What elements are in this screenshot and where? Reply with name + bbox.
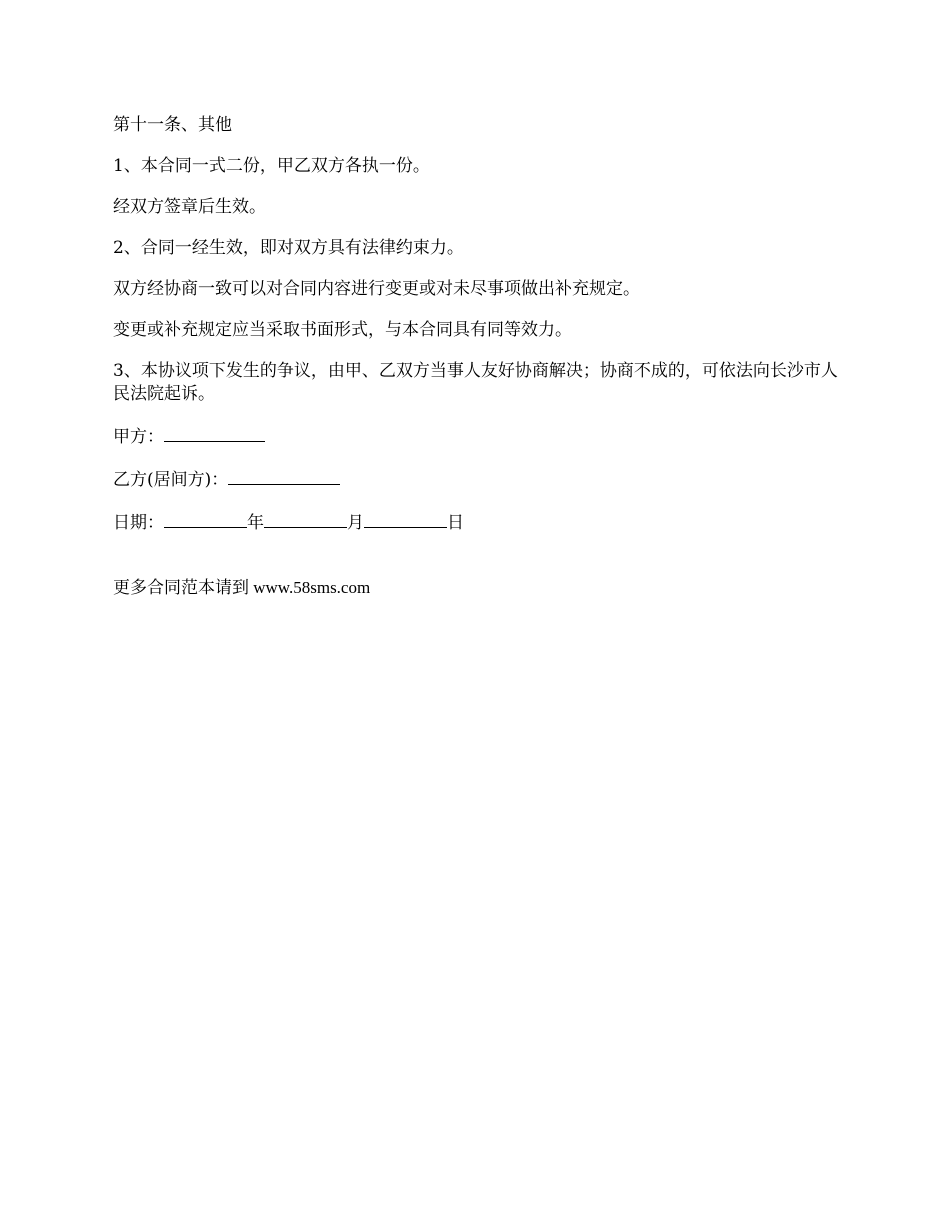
year-label: 年: [247, 513, 264, 533]
party-a-blank[interactable]: [164, 424, 265, 442]
paragraph-4: 双方经协商一致可以对合同内容进行变更或对未尽事项做出补充规定。: [113, 279, 640, 299]
month-blank[interactable]: [264, 510, 347, 528]
party-a-label: 甲方：: [113, 427, 164, 447]
section-heading: 第十一条、其他: [113, 115, 232, 135]
paragraph-3: 2、合同一经生效，即对双方具有法律约束力。: [113, 238, 464, 258]
paragraph-1: 1、本合同一式二份，甲乙双方各执一份。: [113, 156, 430, 176]
party-a-signature-line: [113, 424, 838, 449]
party-b-blank[interactable]: [228, 467, 340, 485]
date-line: [113, 510, 838, 535]
day-label: 日: [447, 513, 464, 533]
paragraph-2: 经双方签章后生效。: [113, 197, 266, 217]
date-label: 日期：: [113, 513, 164, 533]
year-blank[interactable]: [164, 510, 247, 528]
paragraph-5: 变更或补充规定应当采取书面形式，与本合同具有同等效力。: [113, 320, 572, 340]
paragraph-6: 3、本协议项下发生的争议，由甲、乙双方当事人友好协商解决；协商不成的，可依法向长沙市人民法院起诉。: [113, 361, 838, 404]
party-b-signature-line: [113, 467, 838, 492]
party-b-label: 乙方(居间方)：: [113, 470, 229, 490]
month-label: 月: [347, 513, 364, 533]
footer-link-text: 更多合同范本请到 www.58sms.com: [113, 578, 371, 597]
document-body: [113, 114, 838, 617]
day-blank[interactable]: [364, 510, 447, 528]
